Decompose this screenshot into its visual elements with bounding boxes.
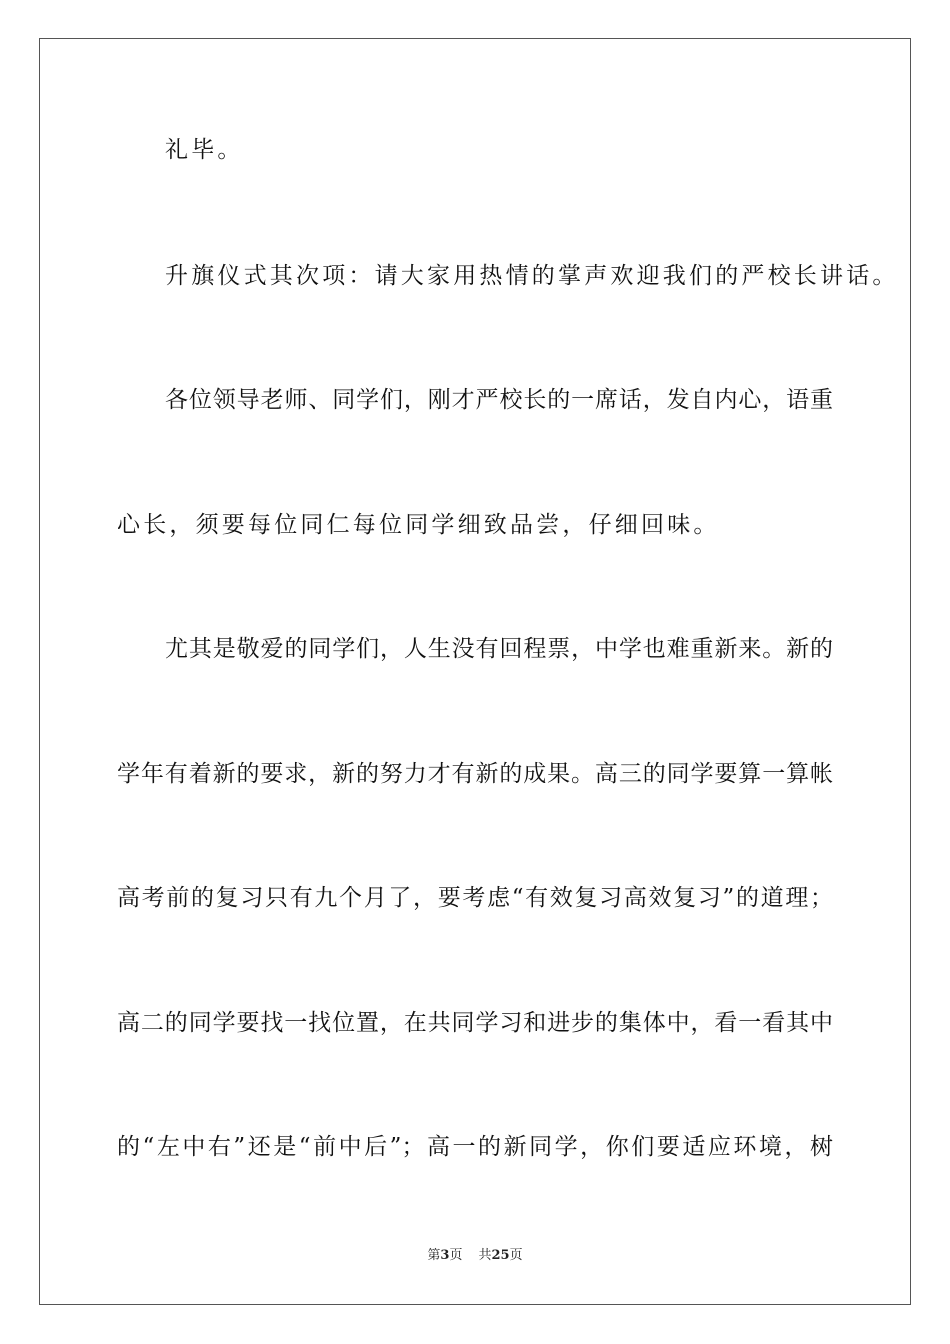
- footer-page-suffix: 页: [449, 1248, 463, 1263]
- paragraph-line-4: 心长，须要每位同仁每位同学细致品尝，仔细回味。: [117, 512, 720, 538]
- footer-page-number: 3: [440, 1248, 450, 1263]
- paragraph-line-5: 尤其是敬爱的同学们，人生没有回程票，中学也难重新来。新的: [165, 636, 833, 662]
- paragraph-line-1: 礼毕。: [165, 137, 244, 163]
- paragraph-line-3: 各位领导老师、同学们，刚才严校长的一席话，发自内心，语重: [165, 387, 833, 413]
- paragraph-line-8: 高二的同学要找一找位置，在共同学习和进步的集体中，看一看其中: [117, 1010, 833, 1036]
- paragraph-line-7: 高考前的复习只有九个月了，要考虑“有效复习高效复习”的道理；: [117, 885, 833, 911]
- paragraph-line-6: 学年有着新的要求，新的努力才有新的成果。高三的同学要算一算帐: [117, 761, 833, 787]
- page-footer: [0, 1247, 950, 1265]
- paragraph-line-9: 的“左中右”还是“前中后”；高一的新同学，你们要适应环境，树: [117, 1134, 833, 1160]
- footer-total-pages: 25: [491, 1248, 510, 1263]
- footer-total-suffix: 页: [509, 1248, 523, 1263]
- paragraph-line-2: 升旗仪式其次项：请大家用热情的掌声欢迎我们的严校长讲话。: [165, 263, 899, 289]
- page-border: [39, 38, 911, 1305]
- footer-total-prefix: 共: [478, 1248, 492, 1263]
- footer-page-prefix: 第: [427, 1248, 441, 1263]
